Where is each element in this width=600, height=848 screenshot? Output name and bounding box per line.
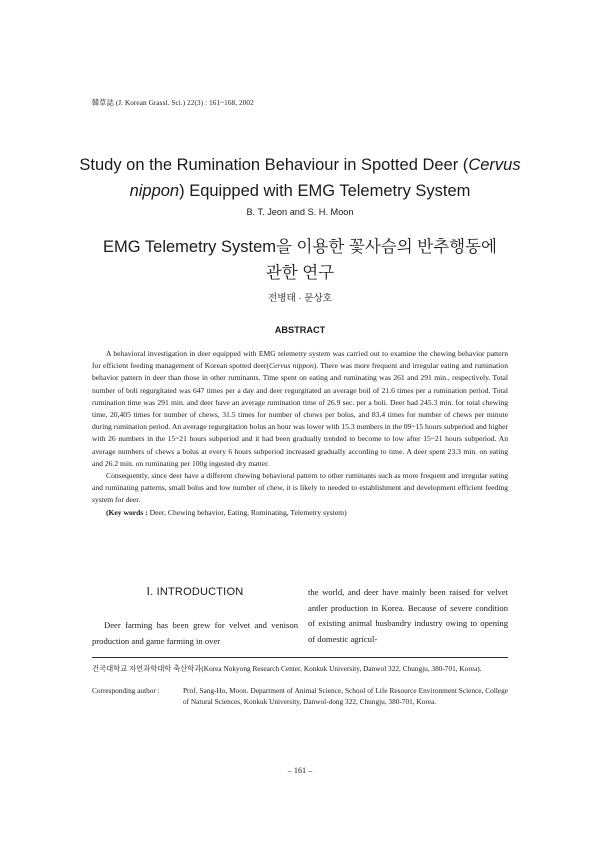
abstract-p1-part-b: ). There was more frequent and irregular eating and rumination behavior pattern in deer than those in other ruminants. Time spent on eating and ruminating was 261 and 291 min., respectively. Total number of boli regurgitated was 647 times per a day and deer regurgitated an average boil of 21.6 times per a rumination period. Total rumination time was 291 min. and deer have an average rumination time of 26.9 sec. per a boli. Deer had 245.3 min. for total chewing time, 20,405 times for number of chews, 31.5 times for number of chews per bolus, and 83.4 times for number of chews per minute during rumination period. An average regurgitation bolus an hour was lower with 15.3 numbers in the 09~15 hours subperiod and higher with 26 numbers in the 15~21 hours subperiod and it had been gradually trended to become to low after 15~21 hours subperiod. An average numbers of chews a bolus at every 6 hours subperiod increased gradually according to time. A deer spent 23.3 min. on eating and 26.2 min. on ruminating per 100g ingested dry matter. [92,361,508,468]
intro-right-column [308,585,508,647]
title-line-2-text: ) Equipped with EMG Telemetry System [179,182,471,200]
paper-title-english [60,152,540,204]
authors-korean: 전병태 · 문상호 [267,293,333,304]
authors-english: B. T. Jeon and S. H. Moon [246,207,354,217]
corresponding-author-details: Prof. Sang-Ho, Moon. Department of Animal Science, School of Life Resource Environment Science, College of Natural Sciences, Konkuk University, Danwol-dong 322, Chungju, 380-701, Korea. [183,686,508,706]
keywords-list: Deer, Chewing behavior, Eating, Ruminating, Telemetry system) [147,507,347,517]
title-line-1 [60,152,540,178]
title-ko-line-1: EMG Telemetry System을 이용한 꽃사슴의 반추행동에 [103,238,497,256]
abstract-body [92,348,508,519]
keywords-line [92,507,508,519]
intro-left-paragraph: Deer farming has been grew for velvet and venison production and game farming in over [92,620,298,646]
title-species-genus: Cervus [468,156,521,174]
title-species-epithet: nippon [129,182,180,200]
abstract-species-name: Cervus nippon [269,361,314,371]
abstract-paragraph-1 [92,348,508,470]
intro-right-paragraph: the world, and deer have mainly been raised for velvet antler production in Korea. Because of severe condition of existing animal husbandry industry owing to opening of domestic agricul- [308,587,508,644]
introduction-heading: Ⅰ. INTRODUCTION [146,586,244,598]
title-ko-line-2: 관한 연구 [265,264,335,282]
corresponding-author-label: Corresponding author : [92,686,160,695]
abstract-heading: ABSTRACT [274,325,326,335]
abstract-paragraph-2: Consequently, since deer have a different chewing behavioral pattern to other ruminants such as more frequent and irregular eating and ruminating patterns, small bolus and low number of chew, it is likely to needed to establishment and development efficient feeding system for deer. [92,471,508,505]
journal-citation: 韓草誌 (J. Korean Grassl. Sci.) 22(3) : 161~168, 2002 [92,99,254,107]
corresponding-author-footnote [92,685,508,707]
page-number: – 161 – [287,766,313,775]
affiliation-footnote: 건국대학교 자연과학대학 축산학과(Korea Nokyong Research Center, Konkuk University, Danwol 322, Chungju, 380-701, Korea). [92,664,482,673]
keywords-label: (Key words : [106,507,148,517]
footnote-divider [92,657,508,658]
intro-left-column [92,618,298,649]
title-line-2 [60,178,540,204]
paper-title-korean [60,234,540,286]
title-line-1-text: Study on the Rumination Behaviour in Spotted Deer ( [79,156,469,174]
abstract-p1-part-a: A behavioral investigation in deer equipped with EMG telemetry system was carried out to examine the chewing behavior pattern for efficient feeding management of Korean spotted deer( [92,349,508,371]
